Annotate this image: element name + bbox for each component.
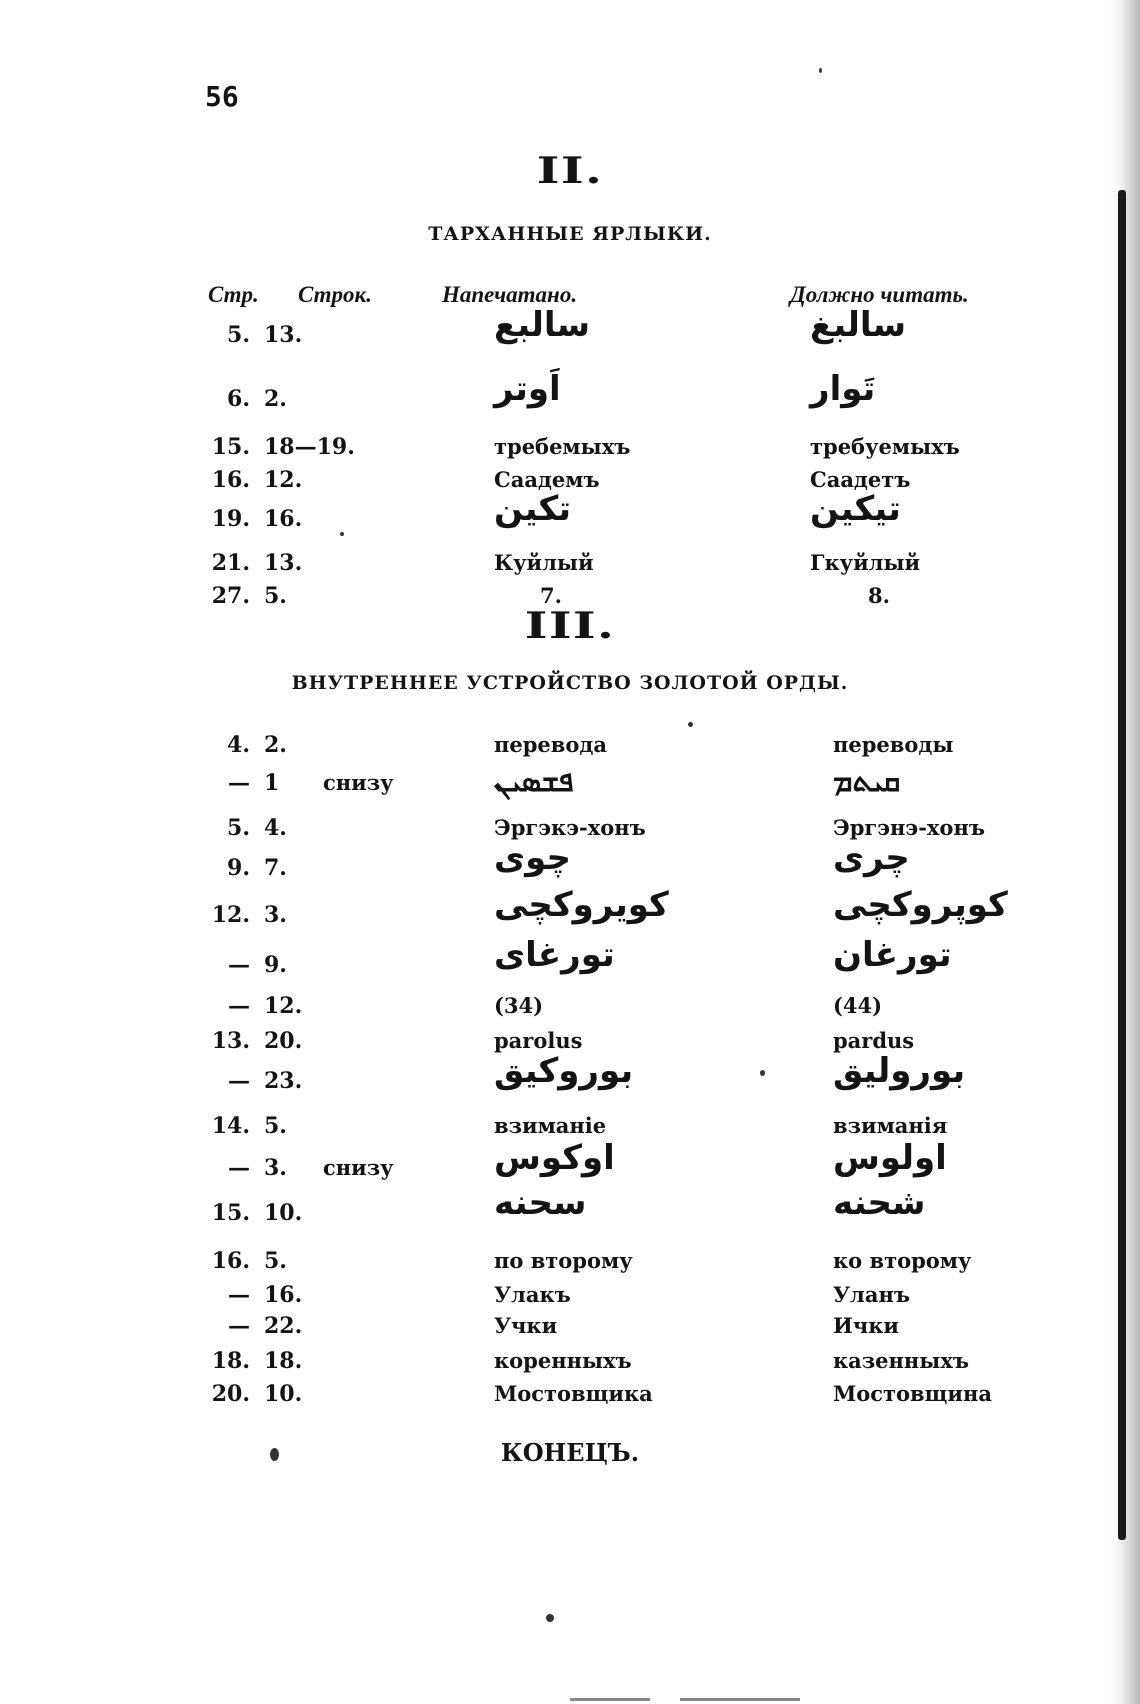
row-line: 18—19. [264, 434, 355, 460]
row-page: 4. [227, 732, 250, 758]
row-printed: взиманіе [494, 1113, 607, 1138]
row-should-read: شحنه [833, 1183, 926, 1223]
row-page: 16. [211, 467, 250, 493]
row-printed: Куйлый [494, 550, 594, 575]
row-printed: parolus [494, 1028, 583, 1053]
row-printed: коренныхъ [494, 1348, 632, 1373]
row-line: 10. [264, 1381, 303, 1407]
row-line: 2. [264, 732, 287, 758]
row-page: 14. [211, 1113, 250, 1139]
row-page: 6. [227, 386, 250, 412]
row-printed: سحنه [494, 1183, 587, 1223]
row-line: 10. [264, 1200, 303, 1226]
section-ii-numeral: II. [536, 150, 604, 192]
row-printed: перевода [494, 732, 607, 757]
row-page: — [228, 993, 250, 1019]
section-ii-title: ТАРХАННЫЕ ЯРЛЫКИ. [428, 223, 712, 245]
row-printed: سالبع [494, 305, 591, 345]
row-page: — [228, 952, 250, 978]
row-printed: 7. [540, 583, 562, 608]
row-printed: چوى [494, 838, 571, 878]
row-printed: Учки [494, 1313, 558, 1338]
scan-artefact-line [680, 1698, 800, 1701]
row-printed: تكين [494, 489, 572, 529]
row-should-read: Мостовщина [833, 1381, 992, 1406]
row-page: — [228, 1068, 250, 1094]
row-page: 15. [211, 1200, 250, 1226]
row-should-read: چرى [833, 838, 910, 878]
binding-edge-line [1118, 190, 1126, 1540]
ink-speck [270, 1448, 279, 1461]
row-line: 4. [264, 815, 287, 841]
row-line: 13. [264, 322, 303, 348]
row-line: 7. [264, 855, 287, 881]
row-printed: (34) [494, 993, 544, 1018]
end-word: КОНЕЦЪ. [500, 1438, 640, 1467]
row-should-read: pardus [833, 1028, 915, 1053]
row-should-read: казенныхъ [833, 1348, 969, 1373]
row-should-read: كوپروكچى [833, 885, 1008, 925]
row-line: 1 [264, 770, 280, 796]
row-should-read: Гкуйлый [810, 550, 921, 575]
row-printed: Мостовщика [494, 1381, 653, 1406]
ink-speck [546, 1614, 554, 1622]
row-line: 18. [264, 1348, 303, 1374]
row-should-read: (44) [833, 993, 883, 1018]
row-page: 9. [227, 855, 250, 881]
row-page: 15. [211, 434, 250, 460]
row-should-read: بوروليق [833, 1051, 966, 1091]
row-line: 16. [264, 1282, 303, 1308]
row-should-read: Ички [833, 1313, 899, 1338]
header-should-read: Должно читать. [790, 282, 969, 307]
row-line: 23. [264, 1068, 303, 1094]
header-line: Строк. [298, 282, 372, 307]
row-printed: اوكوس [494, 1138, 615, 1178]
row-line: 3. [264, 1155, 287, 1181]
row-printed: اَوتر [494, 369, 561, 409]
row-should-read: Эргэнэ-хонъ [833, 815, 985, 840]
row-should-read: требуемыхъ [810, 434, 960, 459]
row-printed: требемыхъ [494, 434, 631, 459]
row-should-read: 8. [868, 583, 890, 608]
ink-speck [340, 532, 344, 536]
row-line: 5. [264, 1113, 287, 1139]
row-page: 19. [211, 506, 250, 532]
row-page: — [228, 1155, 250, 1181]
row-page: 13. [211, 1028, 250, 1054]
row-should-read: سالبغ [810, 305, 907, 345]
row-line: 16. [264, 506, 303, 532]
ink-speck [819, 68, 822, 73]
scan-artefact-line [570, 1698, 650, 1701]
row-should-read: تيكين [810, 489, 901, 529]
page-number: 56 [205, 80, 239, 113]
row-page: 5. [227, 815, 250, 841]
row-should-read: ко второму [833, 1248, 972, 1273]
row-line: 2. [264, 386, 287, 412]
row-page: 18. [211, 1348, 250, 1374]
row-should-read: تورغان [833, 935, 952, 975]
row-page: 5. [227, 322, 250, 348]
row-printed: تورغاى [494, 935, 615, 975]
row-page: 21. [211, 550, 250, 576]
row-page: 20. [211, 1381, 250, 1407]
row-note: снизу [323, 770, 394, 795]
row-line: 12. [264, 993, 303, 1019]
row-note: снизу [323, 1155, 394, 1180]
row-page: — [228, 770, 250, 796]
row-page: 16. [211, 1248, 250, 1274]
row-printed: بوروكيق [494, 1051, 634, 1091]
section-iii-numeral: III. [524, 605, 616, 647]
row-printed: Эргэкэ-хонъ [494, 815, 646, 840]
row-should-read: переводы [833, 732, 954, 757]
row-line: 20. [264, 1028, 303, 1054]
row-line: 22. [264, 1313, 303, 1339]
ink-speck [688, 722, 693, 727]
row-printed: ܦܫܣܝܢ [494, 764, 574, 799]
row-should-read: ܩܝܬܡ [833, 764, 901, 799]
row-should-read: تَوار [810, 369, 876, 409]
row-should-read: Саадетъ [810, 467, 911, 492]
row-line: 9. [264, 952, 287, 978]
row-line: 5. [264, 1248, 287, 1274]
header-page: Стр. [208, 282, 259, 307]
row-line: 12. [264, 467, 303, 493]
row-should-read: اولوس [833, 1138, 947, 1178]
row-should-read: взиманія [833, 1113, 948, 1138]
row-should-read: Уланъ [833, 1282, 910, 1307]
row-page: 27. [211, 583, 250, 609]
row-page: — [228, 1313, 250, 1339]
header-printed: Напечатано. [442, 282, 578, 307]
row-printed: Улакъ [494, 1282, 571, 1307]
row-line: 5. [264, 583, 287, 609]
row-line: 3. [264, 902, 287, 928]
section-iii-title: ВНУТРЕННЕЕ УСТРОЙСТВО ЗОЛОТОЙ ОРДЫ. [291, 672, 849, 694]
row-page: 12. [211, 902, 250, 928]
ink-speck [760, 1070, 765, 1076]
row-printed: по второму [494, 1248, 633, 1273]
row-printed: Саадемъ [494, 467, 600, 492]
row-page: — [228, 1282, 250, 1308]
row-printed: كويروكچى [494, 885, 669, 925]
row-line: 13. [264, 550, 303, 576]
